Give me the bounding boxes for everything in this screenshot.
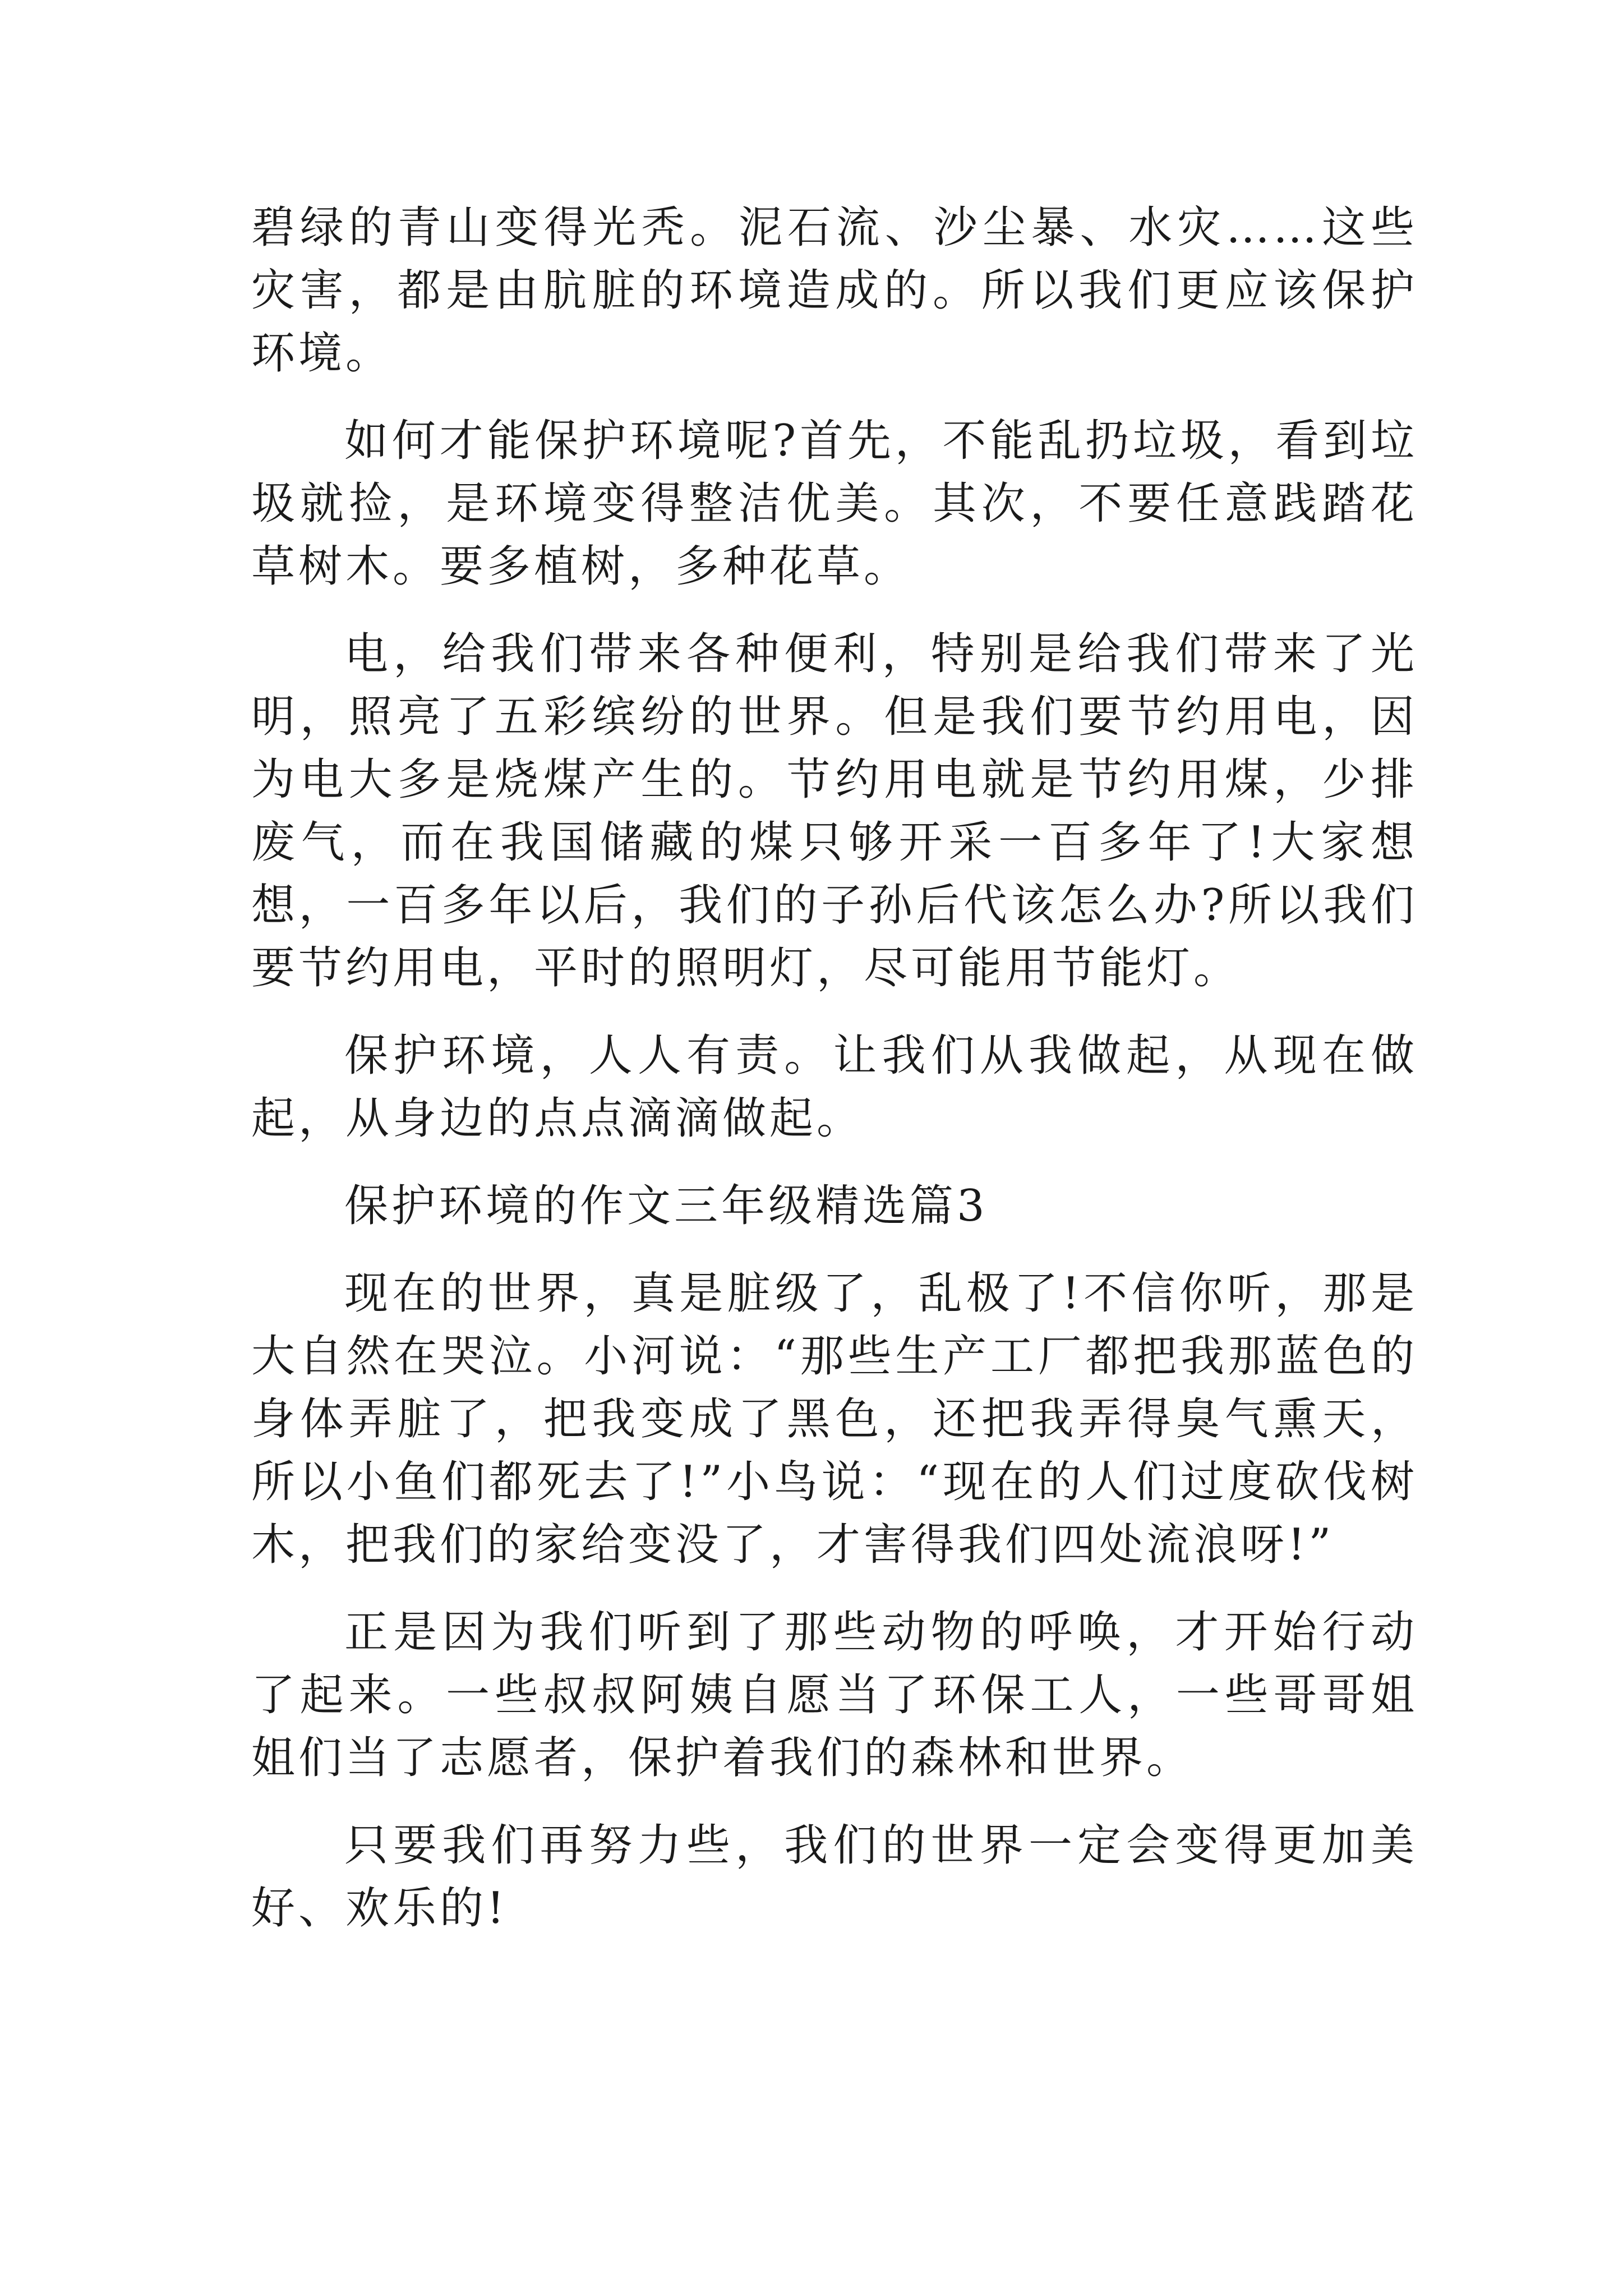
paragraph-4: 保护环境，人人有责。让我们从我做起，从现在做起，从身边的点点滴滴做起。 (251, 1030, 1418, 1144)
paragraph-6: 正是因为我们听到了那些动物的呼唤，才开始行动了起来。一些叔叔阿姨自愿当了环保工人，一些哥哥姐姐们当了志愿者，保护着我们的森林和世界。 (251, 1607, 1418, 1783)
paragraph-1: 碧绿的青山变得光秃。泥石流、沙尘暴、水灾……这些灾害，都是由肮脏的环境造成的。所以我们更应该保护环境。 (251, 203, 1418, 379)
paragraph-5: 现在的世界，真是脏级了，乱极了!不信你听，那是大自然在哭泣。小河说：“那些生产工厂都把我那蓝色的身体弄脏了，把我变成了黑色，还把我弄得臭气熏天，所以小鱼们都死去了!”小鸟说：“现在的人们过度砍伐树木，把我们的家给变没了，才害得我们四处流浪呀!” (251, 1268, 1418, 1570)
paragraph-3: 电，给我们带来各种便利，特别是给我们带来了光明，照亮了五彩缤纷的世界。但是我们要节约用电，因为电大多是烧煤产生的。节约用电就是节约用煤，少排废气，而在我国储藏的煤只够开采一百多年了!大家想想，一百多年以后，我们的子孙后代该怎么办?所以我们要节约用电，平时的照明灯，尽可能用节能灯。 (251, 629, 1418, 993)
section-heading: 保护环境的作文三年级精选篇3 (344, 1181, 988, 1231)
paragraph-2: 如何才能保护环境呢?首先，不能乱扔垃圾，看到垃圾就捡，是环境变得整洁优美。其次，不要任意践踏花草树木。要多植树，多种花草。 (251, 416, 1418, 592)
document-body (251, 196, 1418, 1964)
paragraph-7: 只要我们再努力些，我们的世界一定会变得更加美好、欢乐的! (251, 1820, 1418, 1934)
